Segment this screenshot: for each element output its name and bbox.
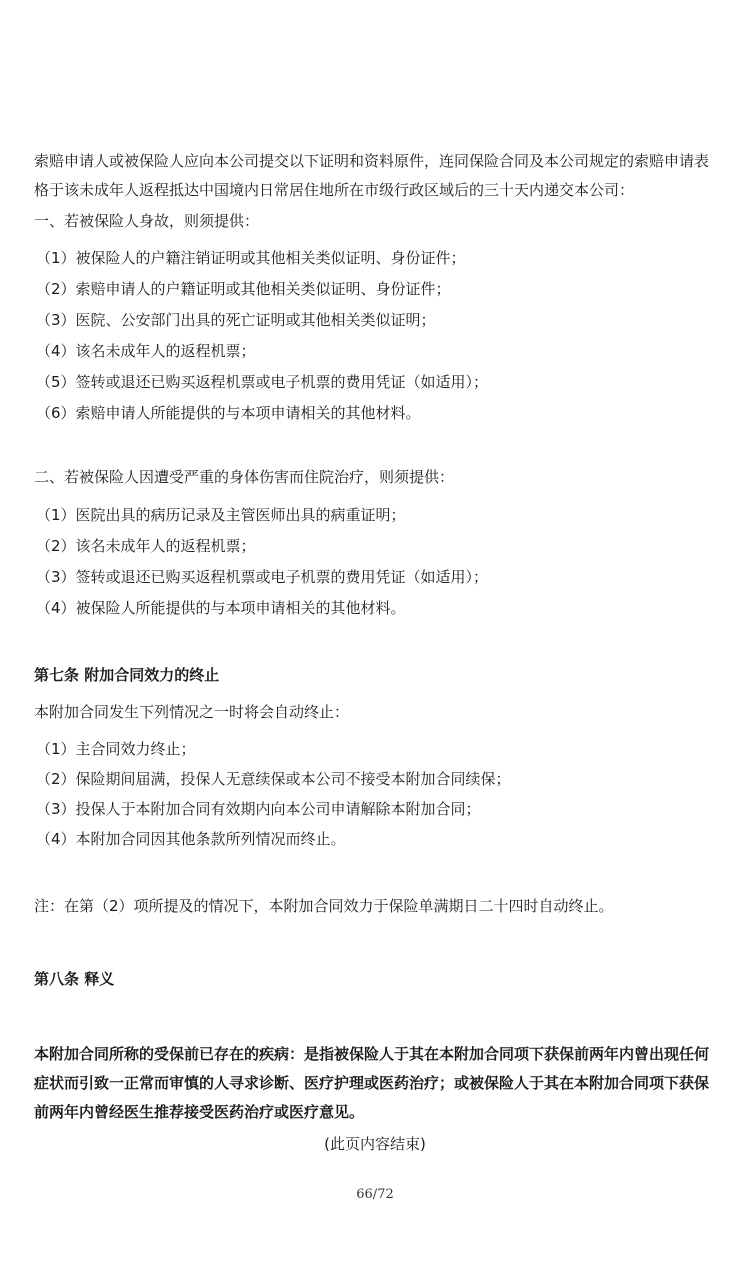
list-item: （6）索赔申请人所能提供的与本项申请相关的其他材料。 xyxy=(36,404,421,422)
list-item: （3）医院、公安部门出具的死亡证明或其他相关类似证明； xyxy=(36,311,436,329)
list-item: （4）被保险人所能提供的与本项申请相关的其他材料。 xyxy=(36,599,406,617)
article7-lead: 本附加合同发生下列情况之一时将会自动终止： xyxy=(34,703,350,721)
article7-note: 注：在第（2）项所提及的情况下，本附加合同效力于保险单满期日二十四时自动终止。 xyxy=(34,897,614,915)
list-item: （2）保险期间届满，投保人无意续保或本公司不接受本附加合同续保； xyxy=(36,770,511,788)
list-item: （2）该名未成年人的返程机票； xyxy=(36,537,256,555)
intro-paragraph: 索赔申请人或被保险人应向本公司提交以下证明和资料原件，连同保险合同及本公司规定的索赔申请表格于该未成年人返程抵达中国境内日常居住地所在市级行政区域后的三十天内递交本公司： xyxy=(34,152,710,199)
section1-heading: 一、若被保险人身故，则须提供： xyxy=(34,212,260,230)
list-item: （5）签转或退还已购买返程机票或电子机票的费用凭证（如适用）； xyxy=(36,373,489,391)
page-number: 66/72 xyxy=(356,1187,394,1202)
list-item: （1）主合同效力终止； xyxy=(36,740,196,758)
list-item: （1）医院出具的病历记录及主管医师出具的病重证明； xyxy=(36,506,406,524)
list-item: （4）本附加合同因其他条款所列情况而终止。 xyxy=(36,830,346,848)
list-item: （4）该名未成年人的返程机票； xyxy=(36,342,256,360)
list-item: （1）被保险人的户籍注销证明或其他相关类似证明、身份证件； xyxy=(36,249,466,267)
list-item: （3）签转或退还已购买返程机票或电子机票的费用凭证（如适用）； xyxy=(36,568,489,586)
end-note: (此页内容结束) xyxy=(324,1135,426,1153)
section2-heading: 二、若被保险人因遭受严重的身体伤害而住院治疗，则须提供： xyxy=(34,468,455,486)
list-item: （2）索赔申请人的户籍证明或其他相关类似证明、身份证件； xyxy=(36,280,451,298)
list-item: （3）投保人于本附加合同有效期内向本公司申请解除本附加合同； xyxy=(36,800,481,818)
article7-title: 第七条 附加合同效力的终止 xyxy=(34,666,220,684)
article8-title: 第八条 释义 xyxy=(34,970,115,988)
article8-definition: 本附加合同所称的受保前已存在的疾病：是指被保险人于其在本附加合同项下获保前两年内曾出现任何症状而引致一正常而审慎的人寻求诊断、医疗护理或医药治疗；或被保险人于其在本附加合同项下获保前两年内曾经医生推荐接受医药治疗或医疗意见。 xyxy=(34,1045,710,1121)
